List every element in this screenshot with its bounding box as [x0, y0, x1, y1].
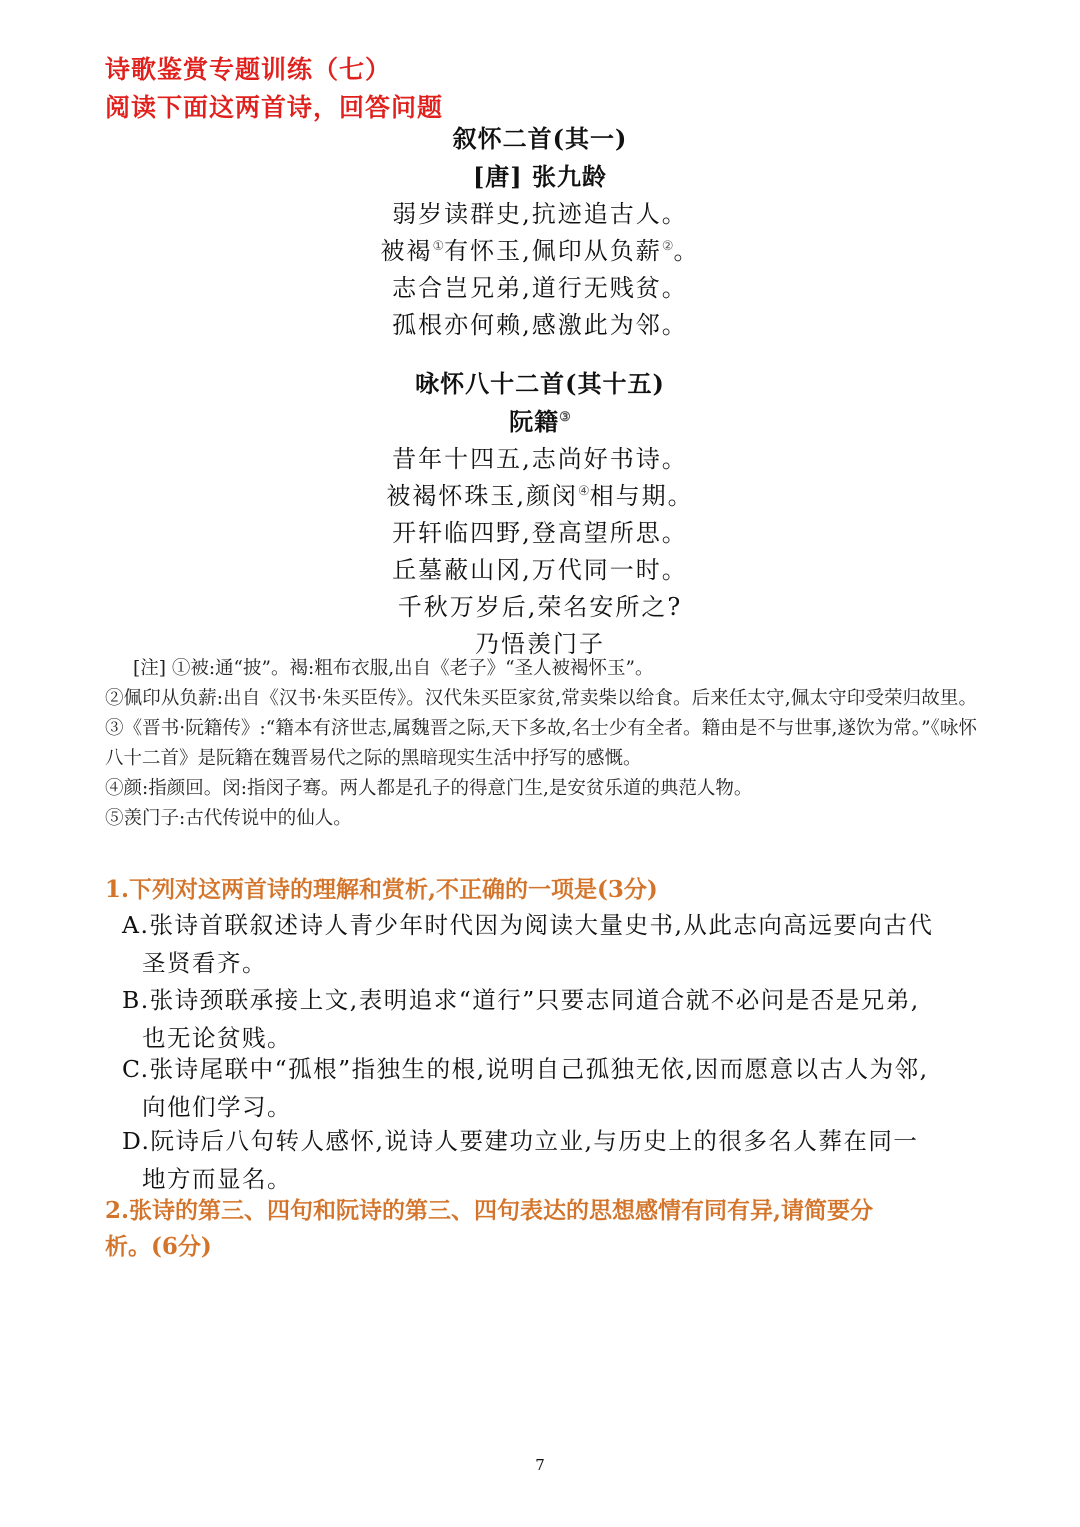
annotations: [105, 654, 977, 834]
note-1: [注] ①被:通“披”。褐:粗布衣服,出自《老子》“圣人被褐怀玉”。: [133, 658, 654, 679]
poem-line: 孤根亦何赖,感激此为邻。: [392, 311, 688, 339]
poem-1-title: 叙怀二首(其一): [452, 124, 628, 153]
footnote-marker: ①: [432, 239, 445, 254]
poem-line: 千秋万岁后,荣名安所之?: [397, 593, 683, 621]
poem-line: 丘墓蔽山冈,万代同一时。: [392, 556, 688, 584]
poem-line: 志合岂兄弟,道行无贱贫。: [392, 274, 688, 302]
option-c: C.张诗尾联中“孤根”指独生的根,说明自己孤独无依,因而愿意以古人为邻, 向他们学习。: [122, 1055, 929, 1121]
poem-line: 被褐①有怀玉,佩印从负薪②。: [380, 237, 700, 265]
poem-1-author: [唐] 张九龄: [472, 162, 608, 191]
poem-line: 弱岁读群史,抗迹追古人。: [392, 200, 688, 228]
poem-line: 昔年十四五,志尚好书诗。: [392, 445, 688, 473]
question-2-prompt: 2.张诗的第三、四句和阮诗的第三、四句表达的思想感情有同有异,请简要分 析。(6分): [105, 1197, 874, 1260]
option-a: A.张诗首联叙述诗人青少年时代因为阅读大量史书,从此志向高远要向古代 圣贤看齐。: [122, 911, 934, 977]
poem-2-author: 阮籍③: [509, 407, 571, 436]
option-d: D.阮诗后八句转人感怀,说诗人要建功立业,与历史上的很多名人葬在同一 地方而显名。: [122, 1127, 919, 1193]
poem-line: 被褐怀珠玉,颜闵④相与期。: [386, 482, 694, 510]
reading-instruction: 阅读下面这两首诗，回答问题: [105, 93, 444, 122]
poem-line: 开轩临四野,登高望所思。: [392, 519, 688, 547]
footnote-marker: ③: [559, 410, 571, 425]
footnote-marker: ④: [577, 484, 590, 499]
poem-1: [0, 120, 1080, 344]
page-number: 7: [535, 1456, 545, 1474]
worksheet-title: 诗歌鉴赏专题训练（七）: [105, 55, 392, 84]
poem-2-title: 咏怀八十二首(其十五): [415, 369, 665, 398]
option-b: B.张诗颈联承接上文,表明追求“道行”只要志同道合就不必问是否是兄弟, 也无论贫贱。: [122, 986, 920, 1052]
note-5: ⑤羡门子:古代传说中的仙人。: [105, 808, 352, 829]
note-4: ④颜:指颜回。闵:指闵子骞。两人都是孔子的得意门生,是安贫乐道的典范人物。: [105, 778, 753, 799]
footnote-marker: ②: [661, 239, 674, 254]
poem-line: 乃悟羡门子: [475, 630, 605, 658]
poem-2: [0, 365, 1080, 663]
note-2-3: ②佩印从负薪:出自《汉书·朱买臣传》。汉代朱买臣家贫,常卖柴以给食。后来任太守,佩太守印受荣归故里。③《晋书·阮籍传》:“籍本有济世志,属魏晋之际,天下多故,名士少有全者。籍由是不与世事,遂饮为常。”《咏怀八十二首》是阮籍在魏晋易代之际的黑暗现实生活中抒写的感慨。: [105, 688, 977, 769]
question-1-prompt: 1.下列对这两首诗的理解和赏析,不正确的一项是(3分): [105, 876, 658, 903]
